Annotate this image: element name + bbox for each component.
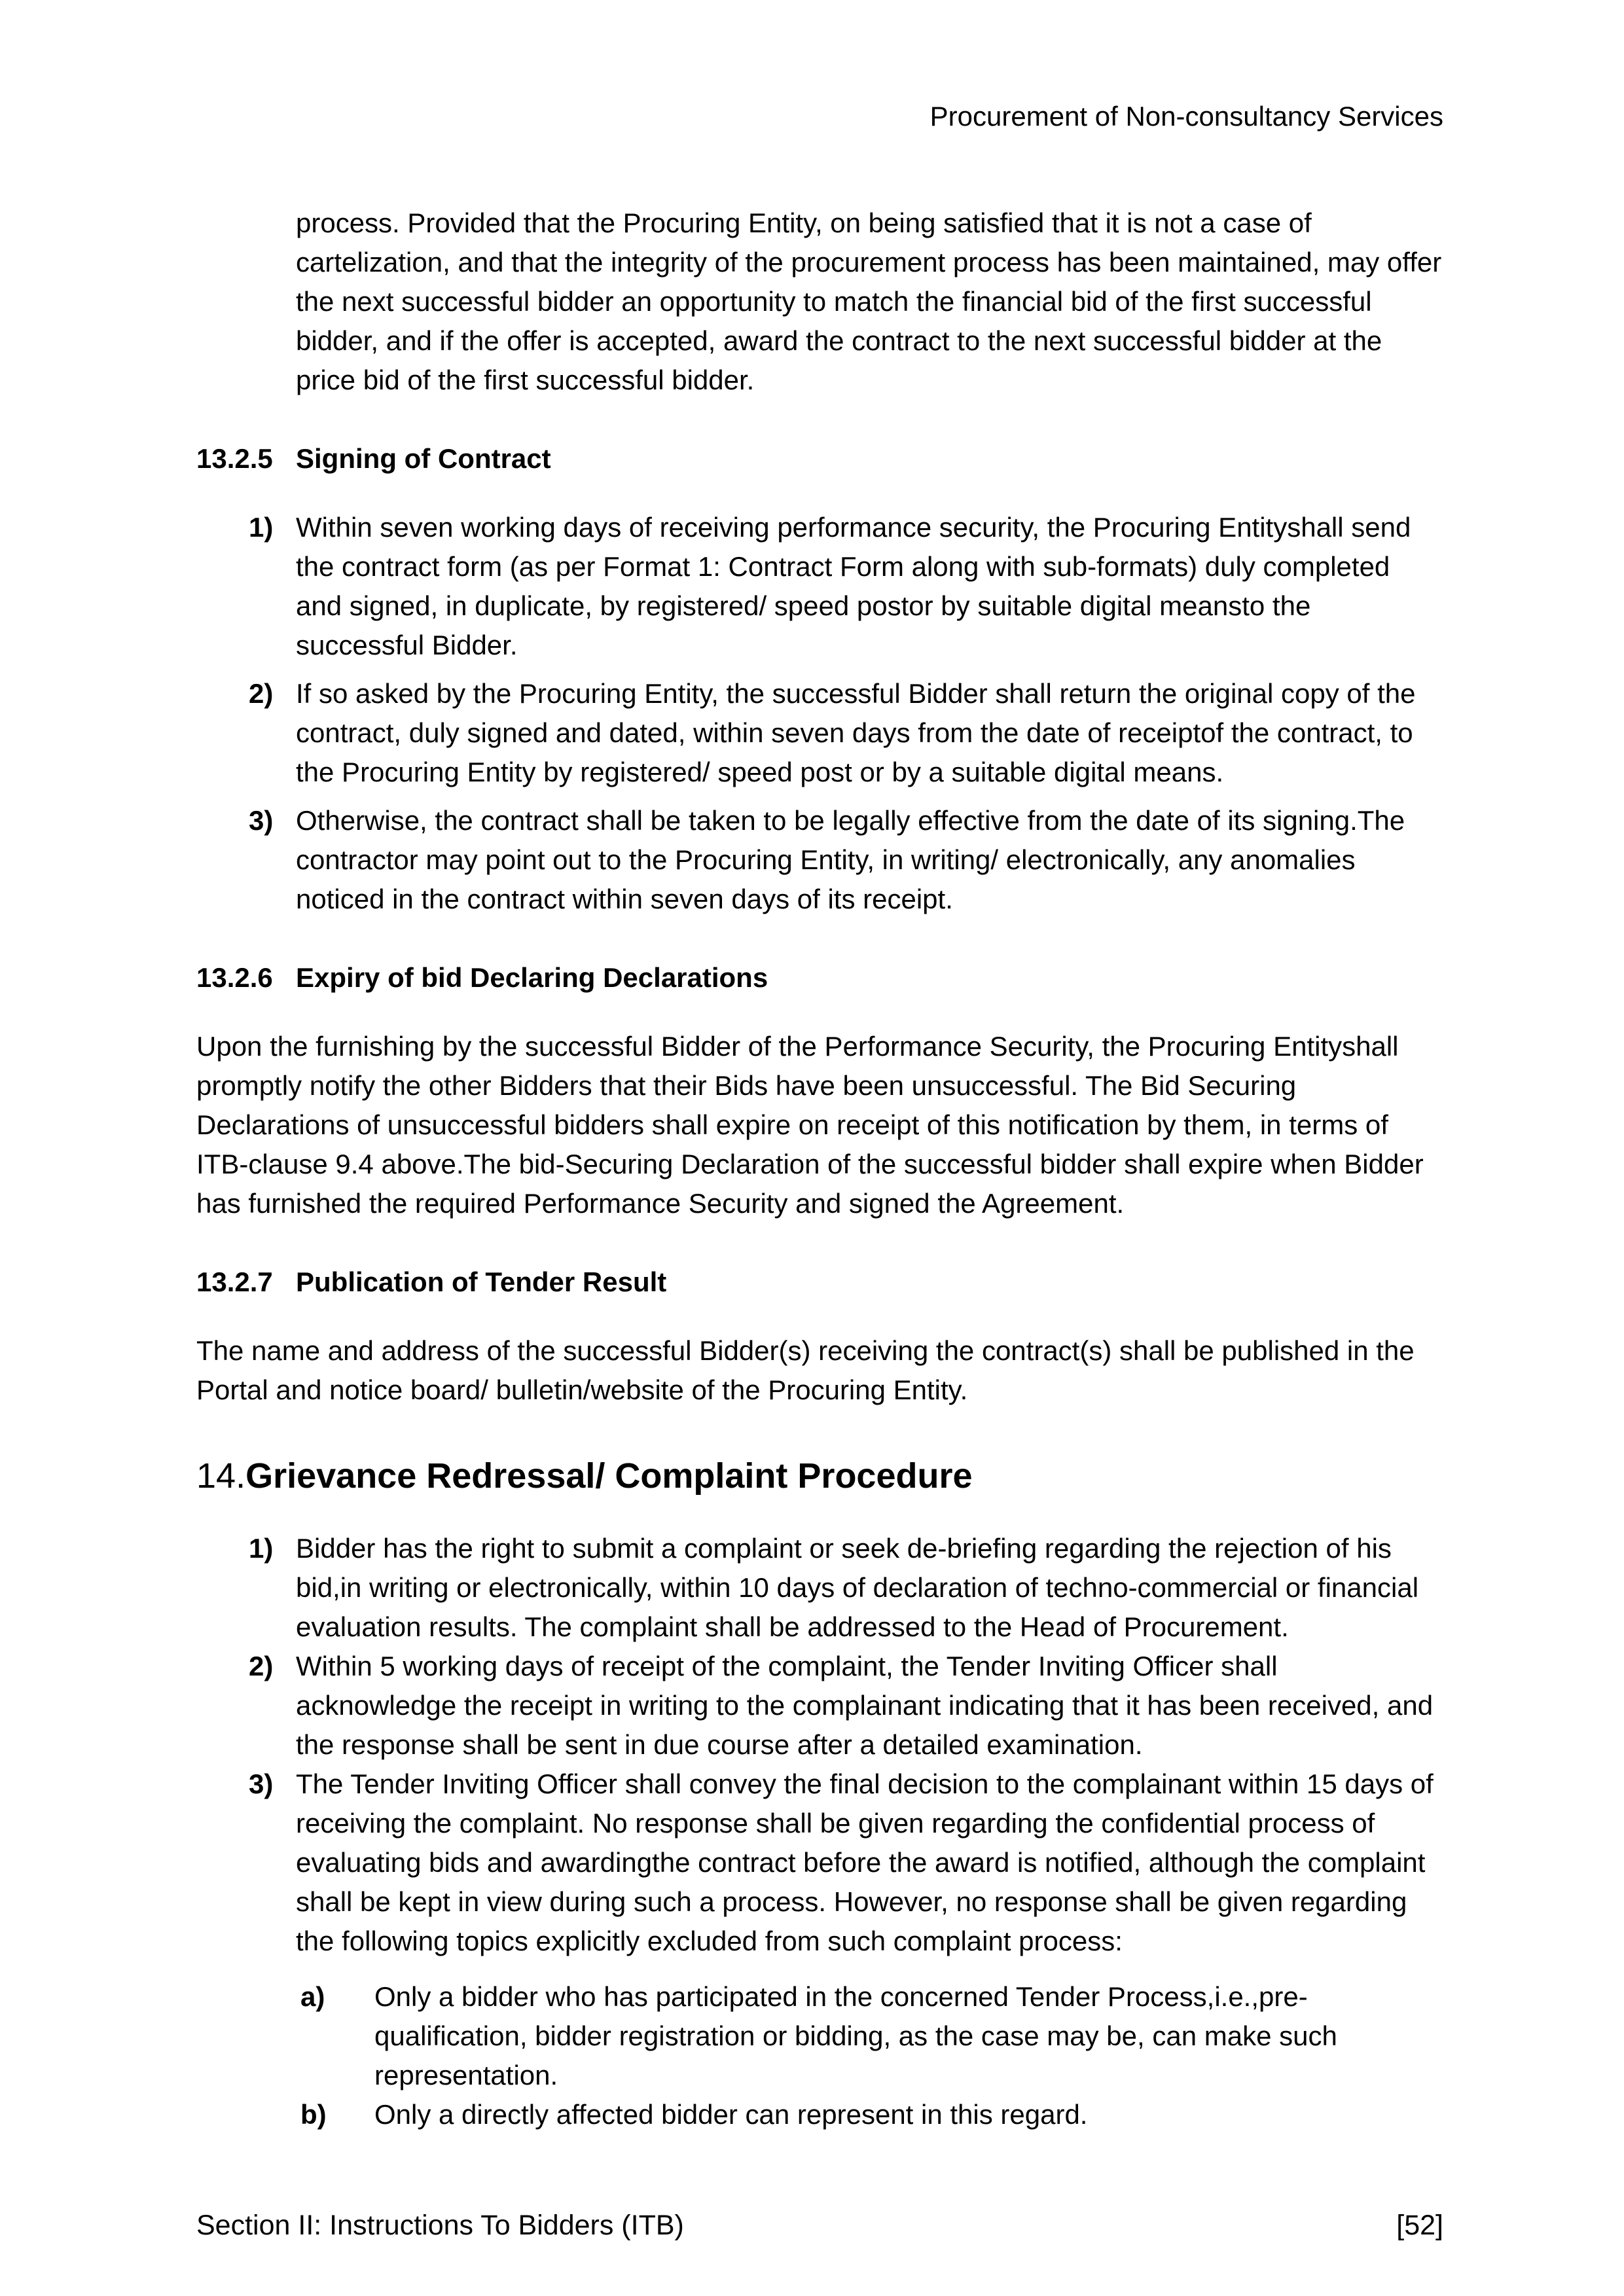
sublist-item-marker: a) [300, 1981, 325, 2012]
list-item [249, 1647, 1443, 1765]
list-item-text: The Tender Inviting Officer shall convey the final decision to the complainant within 15 days of receiving the complaint. No response shall be given regarding the confidential process of evaluating bids and awardingthe contract before the award is notified, although the complaint shall be kept in view during such a process. However, no response shall be given regarding the following topics explicitly excluded from such complaint process: [296, 1768, 1434, 1956]
list-item-marker: 2) [249, 678, 274, 709]
list-item-marker: 1) [249, 1533, 274, 1564]
publication-paragraph: The name and address of the successful Bidder(s) receiving the contract(s) shall be published in the Portal and notice board/ bulletin/website of the Procuring Entity. [196, 1335, 1415, 1405]
list-item-marker: 3) [249, 805, 274, 836]
section-title: Signing of Contract [296, 443, 551, 474]
footer-section-label: Section II: Instructions To Bidders (ITB) [196, 2210, 684, 2241]
footer-page-number: [52] [1396, 2210, 1443, 2241]
list-item-text: Within seven working days of receiving performance security, the Procuring Entityshall send the contract form (as per Format 1: Contract Form along with sub-formats) duly completed and signed, in duplicate, by registered/ speed postor by suitable digital meansto the successful Bidder. [296, 512, 1411, 660]
list-item-marker: 3) [249, 1768, 274, 1799]
sublist-item-marker: b) [300, 2099, 327, 2130]
list-item-text: Otherwise, the contract shall be taken to be legally effective from the date of its signing.The contractor may point out to the Procuring Entity, in writing/ electronically, any anomalies noticed in the contract within seven days of its receipt. [296, 805, 1405, 914]
carryover-paragraph: process. Provided that the Procuring Entity, on being satisfied that it is not a case of cartelization, and that the integrity of the procurement process has been maintained, may offer the next successful bidder an opportunity to match the financial bid of the first successful bidder, and if the offer is accepted, award the contract to the next successful bidder at the price bid of the first successful bidder. [296, 207, 1442, 395]
list-item-marker: 2) [249, 1651, 274, 1681]
section-number: 13.2.5 [196, 443, 273, 474]
sublist-item [300, 2095, 1443, 2134]
list-item-marker: 1) [249, 512, 274, 543]
grievance-procedure-list [196, 1529, 1443, 1961]
section-title: Publication of Tender Result [296, 1266, 667, 1297]
expiry-paragraph: Upon the furnishing by the successful Bidder of the Performance Security, the Procuring Entityshall promptly notify the other Bidders that their Bids have been unsuccessful. The Bid Securing Declarations of unsuccessful bidders shall expire on receipt of this notification by them, in terms of ITB-clause 9.4 above.The bid-Securing Declaration of the successful bidder shall expire when Bidder has furnished the required Performance Security and signed the Agreement. [196, 1031, 1424, 1219]
section-title: Expiry of bid Declaring Declarations [296, 962, 768, 993]
section-heading-13-2-5 [196, 439, 1443, 478]
signing-of-contract-list [196, 508, 1443, 919]
section-number: 13.2.7 [196, 1266, 273, 1297]
section-heading-13-2-6 [196, 958, 1443, 997]
sublist-item [300, 1977, 1443, 2095]
sublist-item-text: Only a directly affected bidder can represent in this regard. [374, 2099, 1088, 2130]
section-heading-14 [196, 1452, 1443, 1499]
list-item-text: Bidder has the right to submit a complaint or seek de-briefing regarding the rejection of his bid,in writing or electronically, within 10 days of declaration of techno-commercial or financial evaluation results. The complaint shall be addressed to the Head of Procurement. [296, 1533, 1419, 1642]
complaint-exclusions-sublist [196, 1977, 1443, 2134]
section-number: 13.2.6 [196, 962, 273, 993]
list-item-text: Within 5 working days of receipt of the complaint, the Tender Inviting Officer shall acknowledge the receipt in writing to the complainant indicating that it has been received, and the response shall be sent in due course after a detailed examination. [296, 1651, 1434, 1760]
chapter-number: 14. [196, 1456, 246, 1496]
page-header [196, 98, 1443, 135]
sublist-item-text: Only a bidder who has participated in the concerned Tender Process,i.e.,pre-qualification, bidder registration or bidding, as the case may be, can make such representation. [374, 1981, 1337, 2090]
chapter-title: Grievance Redressal/ Complaint Procedure [245, 1456, 973, 1496]
list-item [249, 801, 1443, 919]
page-footer [196, 2207, 1443, 2244]
list-item-text: If so asked by the Procuring Entity, the successful Bidder shall return the original copy of the contract, duly signed and dated, within seven days from the date of receiptof the contract, to the Procuring Entity by registered/ speed post or by a suitable digital means. [296, 678, 1416, 787]
header-title: Procurement of Non-consultancy Services [929, 101, 1443, 132]
list-item [249, 674, 1443, 792]
list-item [249, 508, 1443, 665]
section-heading-13-2-7 [196, 1263, 1443, 1302]
list-item [249, 1765, 1443, 1961]
list-item [249, 1529, 1443, 1647]
